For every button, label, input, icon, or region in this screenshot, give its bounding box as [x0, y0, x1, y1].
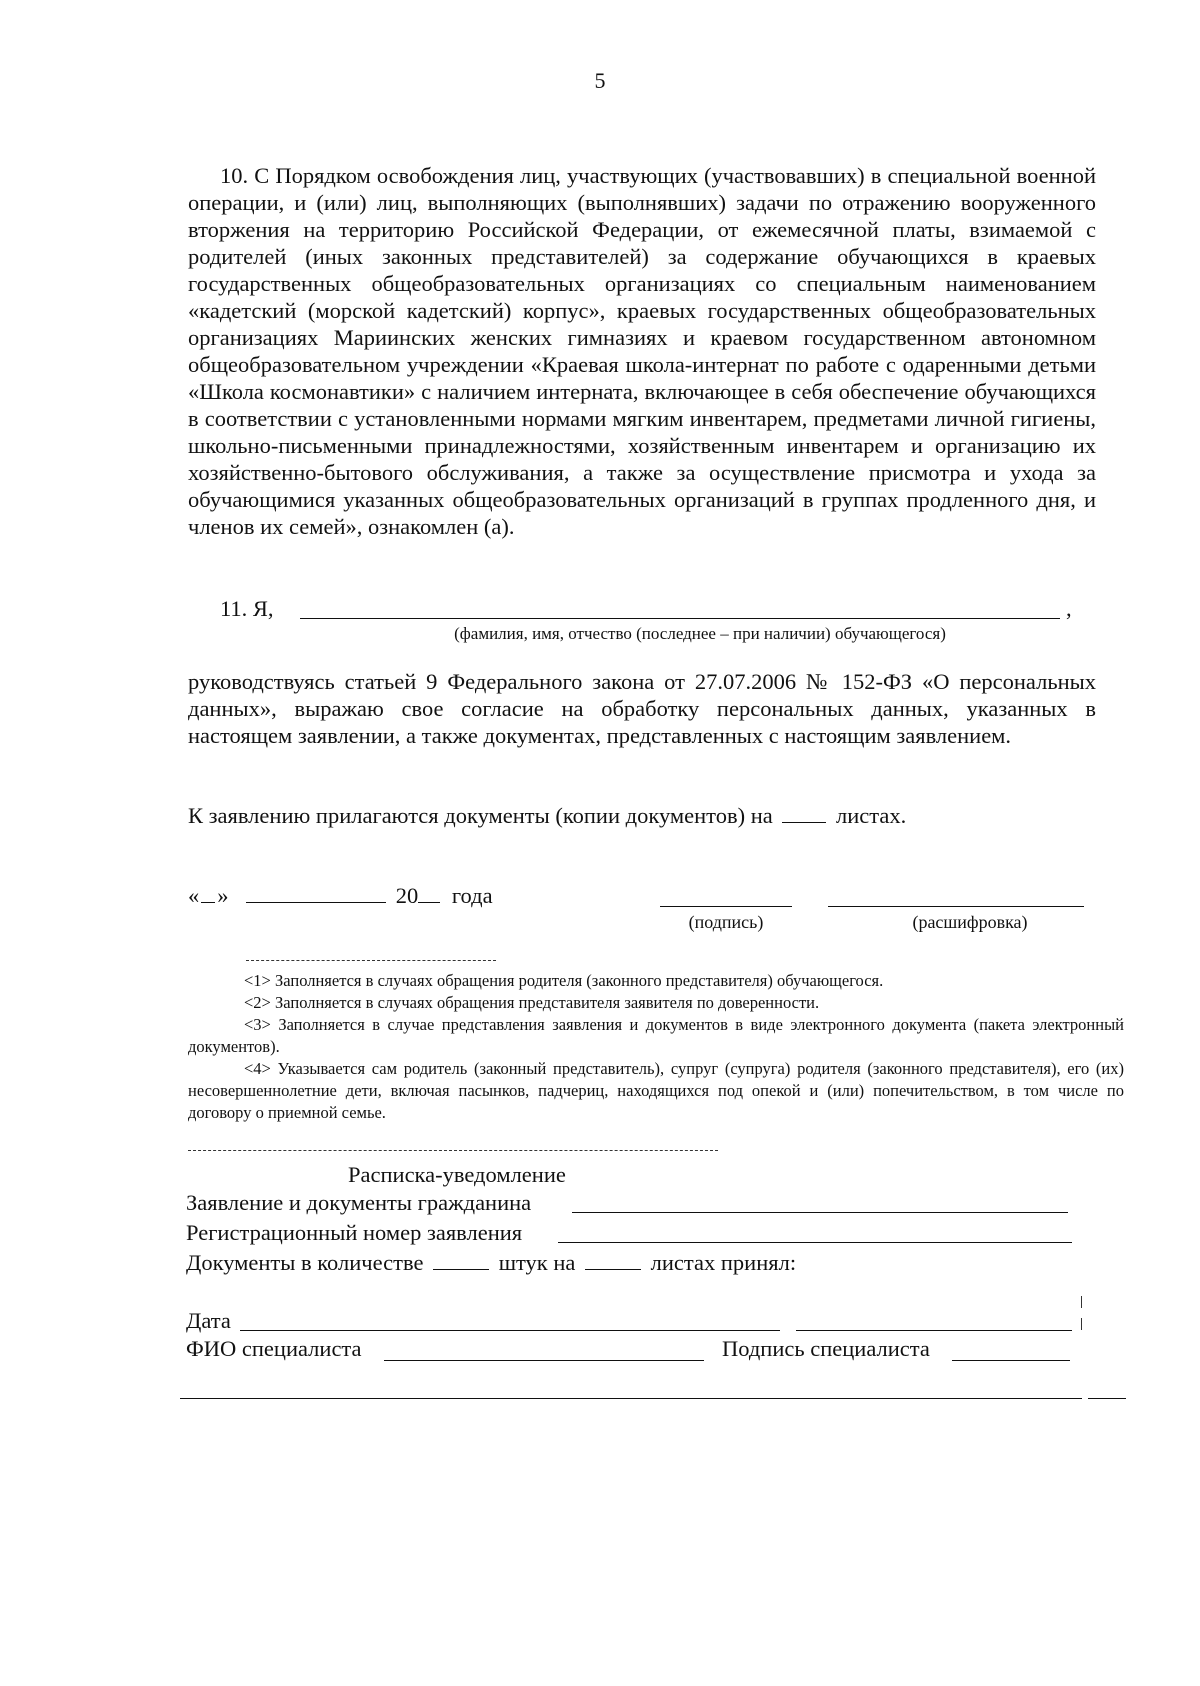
receipt-citizen-row — [186, 1190, 1086, 1218]
specialist-name-label: ФИО специалиста — [186, 1336, 362, 1361]
year-field[interactable] — [418, 884, 440, 903]
footnote-1: <1> Заполняется в случаях обращения родителя (законного представителя) обучающегося. — [244, 971, 884, 990]
specialist-signature-field[interactable] — [952, 1360, 1070, 1361]
docs-count-field[interactable] — [433, 1251, 489, 1270]
receipt-title: Расписка-уведомление — [348, 1162, 566, 1187]
receipt-date-extra-field[interactable] — [796, 1330, 1072, 1331]
specialist-name-field[interactable] — [384, 1360, 704, 1361]
docs-sheets-field[interactable] — [585, 1251, 641, 1270]
paragraph-10: 10. С Порядком освобождения лиц, участвующих (участвовавших) в специальной военной операции, и (или) лиц, выполняющих (выполнявших) задачи по отражению вооруженного вторжения на территорию Российской Федерации, от ежемесячной платы, взимаемой с родителей (иных законных представителей) за содержание обучающихся в краевых государственных общеобразовательных организациях со специальным наименованием «кадетский (морской кадетский) корпус», краевых государственных общеобразовательных организациях Мариинских женских гимназиях и краевом государственном автономном общеобразовательном учреждении «Краевая школа-интернат по работе с одаренными детьми «Школа космонавтики» с наличием интерната, включающее в себя обеспечение обучающихся в соответствии с установленными нормами мягким инвентарем, предметами личной гигиены, школьно-письменными принадлежностями, хозяйственным инвентарем и организацию их хозяйственно-бытового обслуживания, а также за осуществление присмотра и ухода за обучающимися указанных общеобразовательных организаций в группах продленного дня, и членов их семей», ознакомлен (а). — [188, 163, 1096, 539]
date-label: Дата — [186, 1308, 231, 1333]
day-field[interactable] — [201, 884, 215, 903]
footnote-3: <3> Заполняется в случае представления заявления и документов в виде электронного документа (пакета электронный документов). — [188, 1015, 1124, 1056]
attachments-row — [188, 803, 906, 829]
bottom-rule-tail — [1088, 1398, 1126, 1399]
footnote-4: <4> Указывается сам родитель (законный представитель), супруг (супруга) родителя (законного представителя), его (их) несовершеннолетние дети, включая пасынков, падчериц, находящихся под опекой и (или) попечительством, в том числе по договору о приемной семье. — [188, 1059, 1124, 1122]
paragraph-11-row — [220, 596, 1100, 626]
sheets-count-field[interactable] — [782, 804, 826, 823]
signature-field[interactable] — [660, 906, 792, 907]
paragraph-11-label: 11. Я, — [220, 596, 274, 621]
bottom-rule — [180, 1398, 1082, 1399]
consent-paragraph: руководствуясь статьей 9 Федерального закона от 27.07.2006 № 152-ФЗ «О персональных данных», выражаю свое согласие на обработку персональных данных, указанных в настоящем заявлении, а также документах, представленных с настоящим заявлением. — [188, 669, 1096, 748]
footnote-separator — [246, 960, 496, 961]
month-field[interactable] — [246, 884, 386, 903]
date-open-quote: « — [188, 883, 200, 908]
student-name-field[interactable] — [300, 618, 1060, 619]
docs-count-prefix: Документы в количестве — [186, 1250, 424, 1275]
signature-hint: (подпись) — [688, 912, 764, 932]
docs-count-middle: штук на — [498, 1250, 576, 1275]
receipt-count-row — [186, 1250, 1106, 1278]
date-close-quote: » — [217, 883, 229, 908]
footnote-2: <2> Заполняется в случаях обращения представителя заявителя по доверенности. — [244, 993, 820, 1012]
citizen-name-field[interactable] — [572, 1212, 1068, 1213]
year-word: года — [451, 883, 493, 908]
margin-tick — [1081, 1318, 1082, 1330]
receipt-date-field[interactable] — [240, 1330, 780, 1331]
year-prefix: 20 — [395, 883, 419, 908]
footnotes — [188, 970, 1124, 1124]
attachments-suffix: листах. — [835, 803, 907, 828]
receipt-reg-row — [186, 1220, 1086, 1248]
citizen-docs-label: Заявление и документы гражданина — [186, 1190, 532, 1215]
page-number: 5 — [594, 68, 606, 93]
decoding-field[interactable] — [828, 906, 1084, 907]
student-name-hint: (фамилия, имя, отчество (последнее – при наличии) обучающегося) — [454, 624, 946, 643]
reg-number-field[interactable] — [558, 1242, 1072, 1243]
receipt-date-row — [186, 1308, 1086, 1336]
docs-count-suffix: листах принял: — [650, 1250, 797, 1275]
cut-line — [188, 1150, 718, 1151]
reg-number-label: Регистрационный номер заявления — [186, 1220, 523, 1245]
decoding-hint: (расшифровка) — [912, 912, 1028, 932]
date-row — [188, 883, 493, 909]
margin-tick — [1081, 1296, 1082, 1308]
attachments-text: К заявлению прилагаются документы (копии документов) на — [188, 803, 773, 828]
paragraph-11-comma: , — [1066, 596, 1072, 621]
specialist-signature-label: Подпись специалиста — [722, 1336, 930, 1361]
